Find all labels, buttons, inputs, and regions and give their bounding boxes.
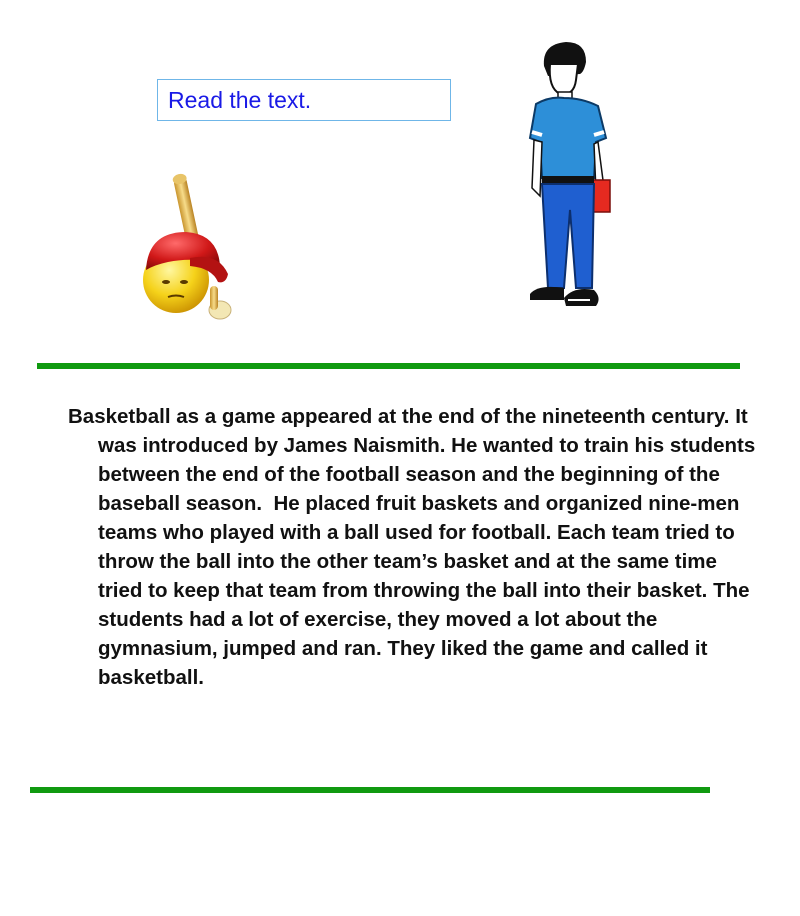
top-divider	[37, 363, 740, 369]
instruction-box	[157, 79, 451, 121]
baseball-smiley-icon	[128, 170, 248, 330]
instruction-text: Read the text.	[168, 86, 312, 113]
student-boy-icon	[520, 38, 620, 316]
bottom-divider	[30, 787, 710, 793]
passage-text: Basketball as a game appeared at the end of the nineteenth century. It was introduced by James Naismith. He wanted to train his students between the end of the football season and the beginning of the baseball season. He placed fruit baskets and organized nine-men teams who played with a ball used for football. Each team tried to throw the ball into the other team’s basket and at the same time tried to keep that team from throwing the ball into their basket. The students had a lot of exercise, they moved a lot about the gymnasium, jumped and ran. They liked the game and called it basketball.	[68, 405, 761, 689]
